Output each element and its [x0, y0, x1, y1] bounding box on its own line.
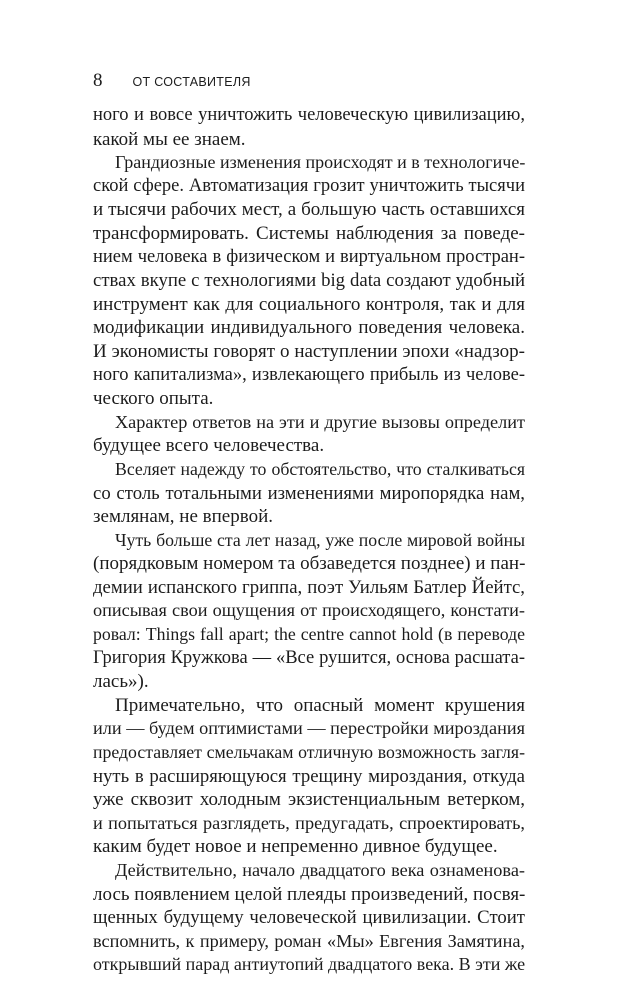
text-line: ровал: Things fall apart; the centre cannot hold (в переводе [93, 624, 525, 645]
running-head [93, 70, 251, 92]
text-line: нием человека в физическом и виртуальном простран- [93, 246, 525, 267]
text-line: щенных будущему человеческой цивилизации. Стоит [93, 907, 525, 929]
text-line: уже сквозит холодным экзистенциальным ветерком, [93, 789, 525, 811]
text-line: Вселяет надежду то обстоятельство, что сталкиваться [115, 458, 525, 479]
text-line: каким будет новое и непременно дивное будущее. [93, 836, 498, 858]
text-line: вспомнить, к примеру, роман «Мы» Евгения Замятина, [93, 930, 525, 951]
text-line: землянам, не впервой. [93, 506, 273, 528]
text-line: демии испанского гриппа, поэт Уильям Батлер Йейтс, [93, 576, 525, 598]
text-line: или — будем оптимистами — перестройки мироздания [93, 718, 525, 739]
text-line: открывший парад антиутопий двадцатого века. В эти же [93, 954, 526, 975]
text-line: лась»). [93, 671, 149, 693]
text-line: и тысячи рабочих мест, а большую часть оставшихся [93, 199, 525, 221]
text-line: Примечательно, что опасный момент крушения [115, 694, 525, 716]
text-line: описывая свои ощущения от происходящего, констати- [93, 600, 525, 621]
text-line: (порядковым номером та обзаведется позднее) и пан- [93, 553, 526, 575]
text-line: со столь тотальными изменениями миропорядка нам, [93, 482, 525, 504]
text-line: предоставляет смельчакам отличную возможность загля- [93, 742, 525, 763]
text-line: нуть в расширяющуюся трещину мироздания, откуда [93, 765, 525, 787]
text-line: инструмент как для социального контроля, так и для [93, 293, 525, 315]
body-text [93, 104, 525, 977]
text-line: Действительно, начало двадцатого века ознаменова- [115, 860, 525, 880]
text-line: И экономисты говорят о наступлении эпохи «надзор- [93, 340, 525, 362]
text-line: ческого опыта. [93, 388, 214, 410]
text-line: ного и вовсе уничтожить человеческую цивилизацию, [93, 105, 525, 125]
text-line: Чуть больше ста лет назад, уже после мировой войны [115, 529, 525, 550]
text-line: и попытаться разглядеть, предугадать, спроектировать, [93, 812, 525, 833]
text-line: трансформировать. Системы наблюдения за поведе- [93, 222, 525, 244]
text-line: ного капитализма», извлекающего прибыль из челове- [93, 364, 525, 385]
text-line: модификации индивидуального поведения человека. [93, 317, 525, 339]
text-line: Григория Кружкова — «Все рушится, основа расшата- [93, 647, 525, 668]
text-line: лось появлением целой плеяды произведений, посвя- [93, 883, 526, 905]
text-line: Характер ответов на эти и другие вызовы определит [115, 411, 525, 432]
section-title: ОТ СОСТАВИТЕЛЯ [132, 75, 251, 89]
text-line: будущее всего человечества. [93, 435, 325, 457]
text-line: какой мы ее знаем. [93, 128, 246, 150]
text-line: ствах вкупе с технологиями big data создают удобный [93, 270, 525, 292]
text-line: Грандиозные изменения происходят и в технологиче- [115, 152, 526, 173]
page-number: 8 [93, 70, 103, 91]
text-line: ской сфере. Автоматизация грозит уничтожить тысячи [93, 175, 525, 196]
